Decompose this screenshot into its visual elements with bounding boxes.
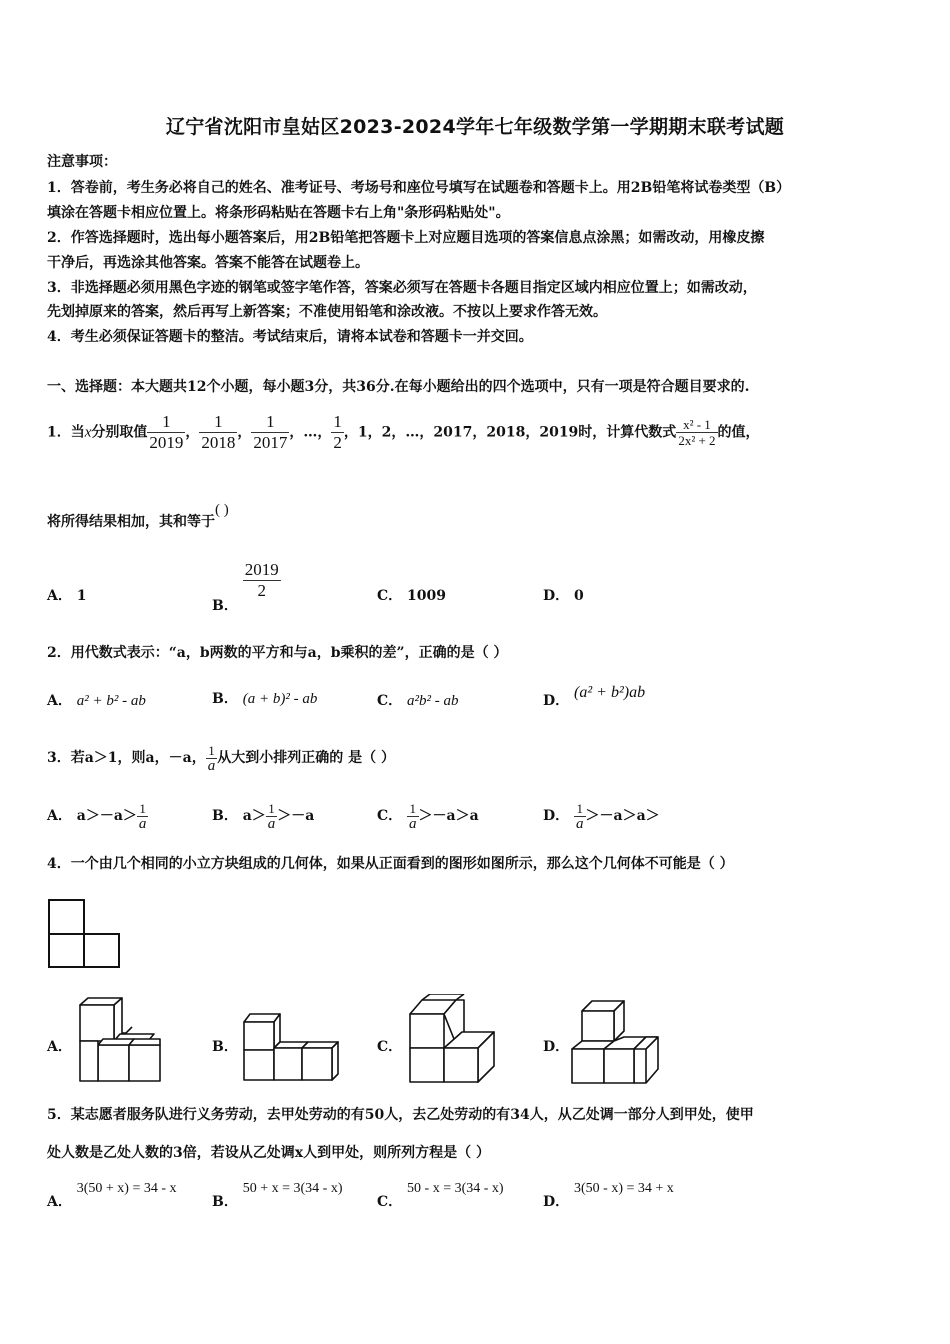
q5-line1: 5．某志愿者服务队进行义务劳动，去甲处劳动的有50人，去乙处劳动的有34人，从乙处调一部分人到甲处，使甲 (47, 1107, 754, 1123)
q4-option-c-label: C． (377, 1039, 403, 1055)
q5-option-c: C． 50 - x = 3(34 - x) (377, 1181, 504, 1210)
notice-line-6: 先划掉原来的答案，然后再写上新答案；不准使用铅笔和涂改液。不按以上要求作答无效。 (47, 304, 607, 320)
q1-option-d: D． 0 (543, 588, 584, 604)
q3-option-c: C． $\frac{1}{a}$ ＞－a＞a (377, 800, 479, 832)
notice-line-7: 4．考生必须保证答题卡的整洁。考试结束后，请将本试卷和答题卡一并交回。 (47, 329, 533, 345)
q5-option-a: A． 3(50 + x) = 34 - x (47, 1181, 177, 1210)
q4-stem: 4．一个由几个相同的小立方块组成的几何体，如果从正面看到的图形如图所示，那么这个几何体不可能是（ ） (47, 856, 734, 872)
q2-option-a: A． a² + b² - ab (47, 693, 146, 709)
frac-1-2019: $\frac{1}{2019}$ (149, 412, 184, 452)
q2-option-d: D． (a² + b²)ab (543, 684, 646, 709)
q4-option-b-figure (240, 1008, 342, 1086)
notice-line-3: 2．作答选择题时，选出每小题答案后，用2B铅笔把答题卡上对应题目选项的答案信息点涂黑；如需改动，用橡皮擦 (47, 230, 765, 246)
q5-line2: 处人数是乙处人数的3倍，若设从乙处调x人到甲处，则所列方程是（ ） (47, 1145, 490, 1161)
q5-option-d: D． 3(50 - x) = 34 + x (543, 1181, 674, 1210)
frac-1-2018: $\frac{1}{2018}$ (201, 412, 236, 452)
q4-option-a-figure (72, 995, 164, 1085)
frac-1-2: $\frac{1}{2}$ (333, 412, 342, 452)
q1-option-c: C． 1009 (377, 588, 446, 604)
expr-fraction: $\frac{\text{x² - 1}}{\text{2x² + 2}}$ (678, 417, 716, 448)
q3-stem: 3．若a＞1，则a，－a， $\frac{1}{a}$ 从大到小排列正确的 是（ ） (47, 742, 395, 774)
notice-line-2: 填涂在答题卡相应位置上。将条形码粘贴在答题卡右上角"条形码粘贴处"。 (47, 205, 510, 221)
q4-option-a-label: A． (47, 1039, 72, 1055)
notice-line-4: 干净后，再选涂其他答案。答案不能答在试题卷上。 (47, 255, 369, 271)
notice-heading: 注意事项： (47, 154, 117, 170)
q1-option-a: A． 1 (47, 588, 87, 604)
q4-option-c-figure (406, 994, 500, 1086)
q2-option-c: C． a²b² - ab (377, 693, 459, 709)
q1-option-b: B． $\frac{2019}{2}$ (212, 560, 279, 614)
q4-option-d-figure (568, 997, 662, 1087)
q3-option-b: B． a＞ $\frac{1}{a}$ ＞－a (212, 800, 315, 832)
front-view-figure (47, 898, 123, 970)
q4-option-d-label: D． (543, 1039, 570, 1055)
frac-1-a: $\frac{1}{a}$ (207, 742, 216, 774)
q4-option-b-label: B． (212, 1039, 238, 1055)
q2-option-b: B． (a + b)² - ab (212, 691, 318, 707)
q2-stem: 2．用代数式表示：“a，b两数的平方和与a，b乘积的差”，正确的是（ ） (47, 645, 508, 661)
q5-option-b: B． 50 + x = 3(34 - x) (212, 1181, 343, 1210)
section-header: 一、选择题：本大题共12个小题，每小题3分，共36分.在每小题给出的四个选项中，只有一项是符合题目要求的. (47, 379, 750, 395)
q1-stem: 1．当x分别取值 $\frac{1}{2019}$ ， $\frac{1}{2018}$ ， $\frac{1}{2017}$ ，…， $\frac{1}{2}$ ，1，2，…，2017，2018，2019时，计算代数式 $\frac{\text{x² - 1}}{\text{2x² + 2}}$ 的值， (47, 412, 760, 452)
q3-option-d: D． $\frac{1}{a}$ ＞－a＞a＞ (543, 800, 660, 832)
q1-stem-line2: 将所得结果相加，其和等于( ) (47, 502, 229, 530)
q3-option-a: A． a＞－a＞ $\frac{1}{a}$ (47, 800, 147, 832)
page-title: 辽宁省沈阳市皇姑区2023-2024学年七年级数学第一学期期末联考试题 (165, 116, 785, 138)
frac-1-2017: $\frac{1}{2017}$ (253, 412, 288, 452)
notice-line-5: 3．非选择题必须用黑色字迹的钢笔或签字笔作答，答案必须写在答题卡各题目指定区域内相应位置上；如需改动， (47, 280, 757, 296)
notice-line-1: 1．答卷前，考生务必将自己的姓名、准考证号、考场号和座位号填写在试题卷和答题卡上。用2B铅笔将试卷类型（B） (47, 180, 791, 196)
frac-2019-2: $\frac{2019}{2}$ (244, 560, 279, 600)
